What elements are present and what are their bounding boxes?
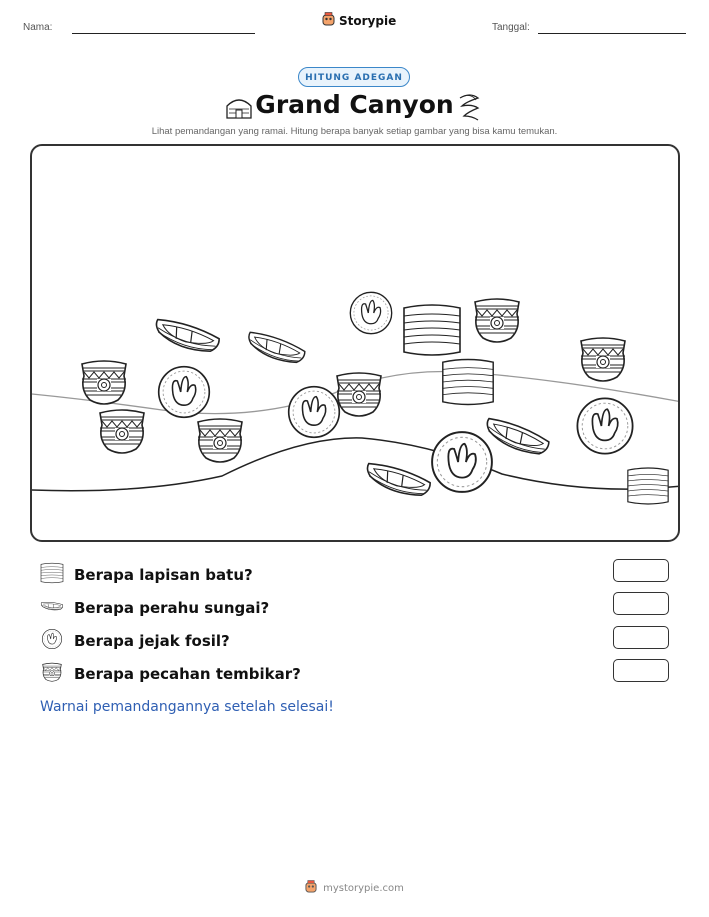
river-boat[interactable] [364,462,432,498]
question-row [40,661,301,687]
question-text: Berapa jejak fosil? [74,632,230,650]
fossil-footprint[interactable] [577,398,632,453]
brand-logo [322,12,396,29]
fossil-footprint[interactable] [432,432,492,492]
activity-badge: HITUNG ADEGAN [298,67,410,87]
fossil-footprint[interactable] [289,387,340,438]
storypie-mascot-icon [322,12,335,29]
river-boat[interactable] [483,417,552,457]
fossil-footprint[interactable] [159,367,210,418]
pottery-shard[interactable] [337,373,381,416]
name-field[interactable] [72,33,255,34]
pottery-shard[interactable] [198,419,242,462]
date-field[interactable] [538,33,686,34]
pottery-shard[interactable] [82,361,126,404]
site-url[interactable]: mystorypie.com [323,882,404,894]
boat-icon [40,595,64,621]
river-swirl-icon [456,92,484,126]
rock-layer[interactable] [404,305,460,355]
storypie-mascot-icon [305,880,317,896]
fossil-icon [40,628,64,654]
question-row [40,628,230,654]
counting-scene [30,144,680,542]
instructions: Lihat pemandangan yang ramai. Hitung berapa banyak setiap gambar yang bisa kamu temukan. [151,126,558,137]
river-boat[interactable] [153,318,221,354]
date-label: Tanggal: [492,22,530,33]
pottery-shard[interactable] [475,299,519,342]
question-row [40,562,253,588]
answer-box-fossils[interactable] [613,626,669,649]
pottery-shard[interactable] [100,410,144,453]
coloring-note: Warnai pemandangannya setelah selesai! [40,699,334,715]
rock-layer[interactable] [628,468,668,504]
answer-box-boats[interactable] [613,592,669,615]
question-text: Berapa pecahan tembikar? [74,665,301,683]
name-label: Nama: [23,22,53,33]
question-row [40,595,269,621]
question-text: Berapa perahu sungai? [74,599,270,617]
answer-box-rock-layers[interactable] [613,559,669,582]
pottery-shard[interactable] [581,338,625,381]
rock-layer[interactable] [443,360,493,405]
question-text: Berapa lapisan batu? [74,566,253,584]
site-footer [0,880,709,896]
brand-name: Storypie [339,13,397,28]
rock-layer-icon [40,562,64,588]
fossil-footprint[interactable] [350,292,391,333]
river-boat[interactable] [245,331,307,365]
pottery-icon [40,661,64,687]
page-title: Grand Canyon [255,90,454,119]
answer-box-pottery[interactable] [613,659,669,682]
